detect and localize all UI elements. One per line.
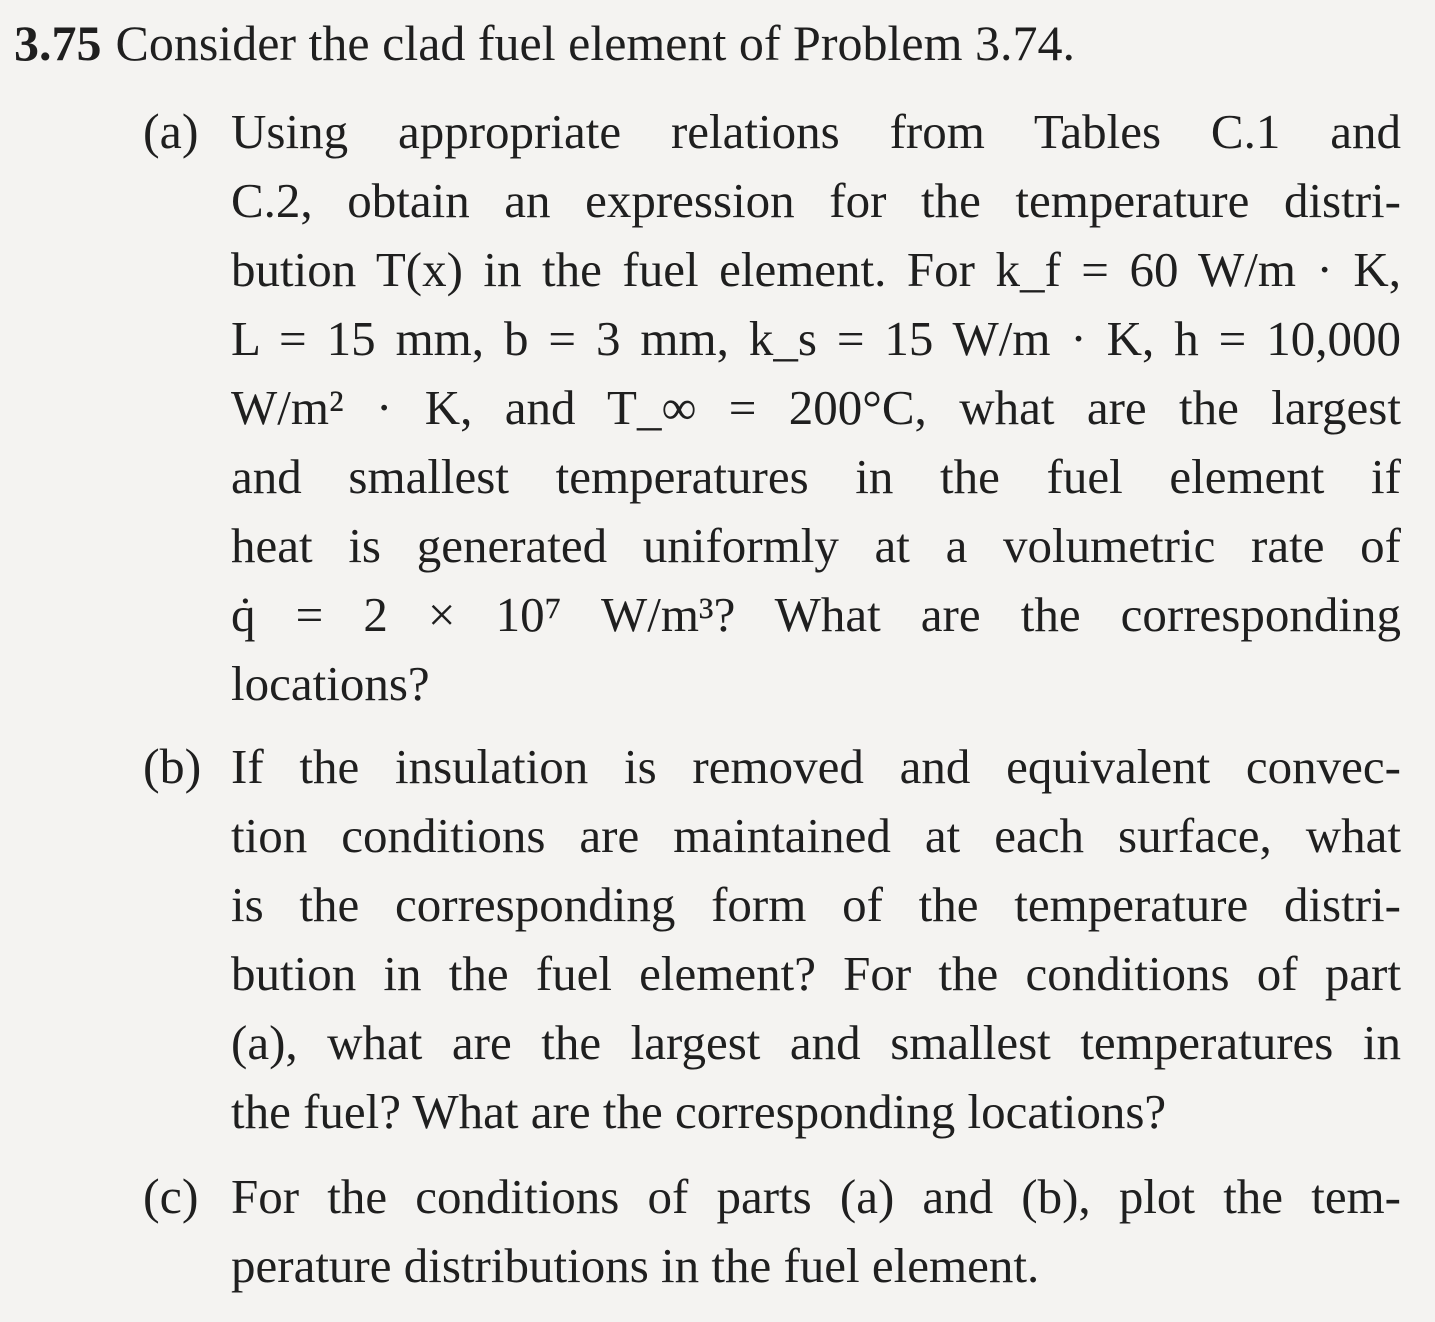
text-line: and smallest temperatures in the fuel element if <box>231 449 1401 504</box>
text-line: Using appropriate relations from Tables C.1 and <box>231 104 1401 159</box>
text-line: the fuel? What are the corresponding locations? <box>231 1084 1167 1139</box>
text-line: tion conditions are maintained at each surface, what <box>231 808 1401 863</box>
part-label: (b) <box>143 738 202 794</box>
text-line: locations? <box>231 656 430 711</box>
text-line: (a), what are the largest and smallest temperatures in <box>231 1015 1401 1070</box>
text-line: bution T(x) in the fuel element. For k_f = 60 W/m · K, <box>231 242 1401 297</box>
problem-number: 3.75 <box>14 15 102 71</box>
text-line: is the corresponding form of the temperature distri- <box>231 877 1401 932</box>
text-line: perature distributions in the fuel element. <box>231 1238 1040 1293</box>
problem-title: Consider the clad fuel element of Problem 3.74. <box>115 15 1075 71</box>
text-line: L = 15 mm, b = 3 mm, k_s = 15 W/m · K, h = 10,000 <box>231 311 1401 366</box>
text-line: If the insulation is removed and equivalent convec- <box>231 739 1401 794</box>
text-line: bution in the fuel element? For the conditions of part <box>231 946 1401 1001</box>
text-line: q̇ = 2 × 10⁷ W/m³? What are the corresponding <box>231 587 1401 642</box>
text-line: For the conditions of parts (a) and (b), plot the tem- <box>231 1169 1401 1224</box>
problem-header <box>14 8 1075 78</box>
part-label: (a) <box>143 103 199 159</box>
text-line: C.2, obtain an expression for the temperature distri- <box>231 173 1401 228</box>
part-label: (c) <box>143 1168 199 1224</box>
text-line: W/m² · K, and T_∞ = 200°C, what are the largest <box>231 380 1401 435</box>
text-line: heat is generated uniformly at a volumetric rate of <box>231 518 1401 573</box>
